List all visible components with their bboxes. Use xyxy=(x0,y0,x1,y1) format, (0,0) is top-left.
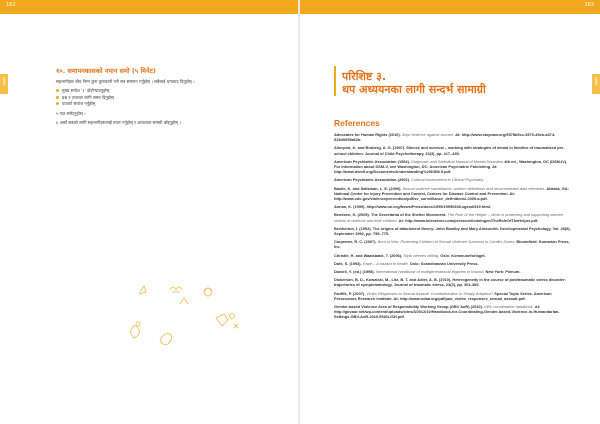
reference-author: American Psychiatric Association (1994). xyxy=(334,158,412,164)
reference-author: Danieli, Y. (ed.) (1998). xyxy=(334,269,376,275)
title-accent-rule xyxy=(334,66,336,96)
reference-title: Born of War: Protecting Children of Sexual Violence Survivors in Conflict Zones. xyxy=(377,239,517,245)
reference-entry xyxy=(334,132,574,142)
left-top-band xyxy=(0,0,298,14)
closing-paragraph: ६ अर्को सत्रको लागि सहभागीहरूलाई तयार गर्नुहोस् र आवश्यक सामग्री बाँड्नुहोस् । xyxy=(56,119,181,125)
reference-author: Dahl, S. (1993). xyxy=(334,260,363,266)
reference-details: Oslo: Kommuneforlaget. xyxy=(440,252,486,258)
left-page-number: 162 xyxy=(6,2,16,8)
reference-author: Bemtsen, K. (2005). The Secretariat of the Shelter Movement. xyxy=(334,212,448,218)
reference-details: Special Topic Series. American Prosecutors Research Institute. At: http://www.ndaa.org/pdf/pub_victim_responses_sexual_assault.pdf. xyxy=(334,290,552,301)
reference-author: Annan, K. (1999). xyxy=(334,204,367,210)
intro-paragraph: सहभागीहरू बीच निम्न कुरा कुराकानी गरी सत्र समापन गर्नुहोस् । सबैलाई धन्यवाद दिनुहोस् । xyxy=(56,79,195,84)
reference-details: Atlanta, GA: National Center for Injury Prevention and Control, Centers for Disease Control and Prevention. At: http://www.cdc.gov/violenceprevention/pdf/sv_surveillance_definitionsl-2009-a.pdf. xyxy=(334,185,569,202)
reference-author: Dickerson, B. D., Kowalski, M., Litz, B. T. and Adler, A. B. (2010). xyxy=(334,277,453,283)
reference-entry xyxy=(334,177,574,182)
reference-details: Heterogeneity in the course of posttraumatic stress disorder: trajectories of symptomatology. Journal of traumatic stress, 23(3), pp. 301-309. xyxy=(334,277,566,288)
right-side-tab-label: परिशिष्ट xyxy=(594,77,598,86)
reference-title: Styrk ofrenes stilling. xyxy=(403,252,441,258)
bullet-icon xyxy=(56,102,59,105)
right-page-number: 163 xyxy=(584,2,594,8)
reference-entry xyxy=(334,186,574,202)
reference-author: American Psychiatric Association (2002). xyxy=(334,177,412,183)
step-paragraph: ५ पाठ समेट्नुहोस् । xyxy=(56,110,86,116)
reference-entry xyxy=(334,204,574,209)
reference-author: Carpenter, R. C. (2007). xyxy=(334,239,378,245)
appendix-title-line1: परिशिष्ट ३. xyxy=(342,70,387,83)
right-top-band xyxy=(300,0,600,14)
list-item xyxy=(56,101,278,108)
references-heading: References xyxy=(334,118,380,128)
reference-author: Advocates for Human Rights (2010). xyxy=(334,132,402,137)
left-side-tab-label: परिशिष्ट xyxy=(2,77,6,86)
reference-details: At: http://gbvaor.net/wp-content/uploads/sites/3/2012/10/Handbook-for-Coordinating-Gender-based-Violence-in-Humanitarian-Settings-GBV-AoR-2010-ENGLISH.pdf. xyxy=(334,304,560,320)
reference-author: Christie, H. and Waalsbakk, T. (2006). xyxy=(334,252,404,258)
reference-entry xyxy=(334,291,574,301)
bullet-icon xyxy=(56,89,59,92)
bullet-icon xyxy=(56,96,59,99)
reference-author: Almqvist, K. and Broberg, A. G. (1997). xyxy=(334,145,407,151)
bullet-list xyxy=(56,88,278,108)
reference-details: Silence and survival – working with strategies of denial in families of traumatized pre-school children. Journal of Child Psychotherapy, 23(3), pp. 417–435. xyxy=(334,145,565,156)
references-section xyxy=(334,118,574,323)
references-list xyxy=(334,132,574,320)
reference-title: Sexual violence surveillance: uniform definitions and recommended data elements. xyxy=(402,185,547,191)
reference-entry xyxy=(334,226,574,236)
decorative-doodles-icon xyxy=(120,262,250,352)
reference-details: At: http://www.stopvaw.org/9578b5cc-5370-45eb-a374-515d0055a62b. xyxy=(334,132,556,143)
appendix-title-line2: थप अध्ययनका लागी सन्दर्भ सामाग्री xyxy=(342,83,486,96)
reference-entry xyxy=(334,269,574,274)
list-item-text: प्रश्न र उत्तरका लागि समय दिनुहोस् xyxy=(62,94,114,100)
reference-entry xyxy=(334,253,574,258)
list-item-text: पाठको सारांश गर्नुहोस् xyxy=(62,101,96,106)
reference-author: Basile, K. and Saltzman, L. E. (2009). xyxy=(334,185,403,191)
reference-entry xyxy=(334,304,574,320)
reference-title: Victim Responses to Sexual Assault: Counterintuitive or Simply Adaptive? xyxy=(366,290,495,296)
reference-entry xyxy=(334,261,574,266)
reference-details: Oslo: Scandinavian University Press. xyxy=(409,260,479,266)
appendix-title xyxy=(342,70,486,96)
reference-title: Rape – A hazard to health. xyxy=(362,260,410,266)
reference-details: At: http://www.telesenter.com/presseveiledningen/TheRoleOfTheHelper.pdf. xyxy=(398,217,539,223)
left-side-tab xyxy=(0,74,8,94)
reference-entry xyxy=(334,277,574,287)
reference-entry xyxy=(334,212,574,222)
left-page-content xyxy=(56,66,278,129)
reference-title: GBV coordination handbook. xyxy=(484,304,535,310)
reference-details: Bloomfield: Kumarian Press, Inc. xyxy=(334,239,570,250)
reference-title: Cultural Assessment in Clinical Psychiatry. xyxy=(411,177,485,183)
reference-entry xyxy=(334,159,574,175)
reference-title: Stop Violence against women. xyxy=(401,132,456,137)
reference-title: International handbook of multigenerational legacies of trauma. xyxy=(375,269,486,275)
reference-title: The Role of the Helper – Work in protecting and supporting women victims of violence and their children. xyxy=(334,212,563,223)
reference-entry xyxy=(334,145,574,155)
reference-details: New York: Plenum. xyxy=(485,269,521,275)
reference-author: Gender-based Violence Area of Responsibility Working Group (GBV AoR) (2010). xyxy=(334,304,485,310)
list-item-text: मुख्य सन्देश '१' दोहोर्‍याउनुहोस् xyxy=(62,88,110,93)
reference-details: http://www.un.org/News/Press/docs/1999/19990308.sgsm6919.html. xyxy=(366,204,492,210)
left-page xyxy=(0,0,298,424)
reference-details: The origins of attachment theory: John Bowlby and Mary Ainsworth. Developmental Psychology, Vol. 28(5), September 1992, pp. 759–775. xyxy=(334,225,571,237)
section-heading: १०. समापनकासको नपान समो (५ मिनेट) xyxy=(56,67,156,75)
reference-details: 4th ed., Washington, DC (DSM-IV). For information about DSM-V, see Washington, DC: American Psychiatric Publishing. At: http://www.dsm5.org/Documents/Understanding%20DSM-5.pdf. xyxy=(334,158,568,175)
reference-author: Fanflik, P. (2007). xyxy=(334,290,367,296)
reference-author: Bretherton, I. (1992). xyxy=(334,225,373,231)
right-side-tab xyxy=(592,74,600,94)
reference-entry xyxy=(334,239,574,249)
reference-title: Diagnostic and Statistical Manual of Mental Disorders xyxy=(411,158,505,164)
